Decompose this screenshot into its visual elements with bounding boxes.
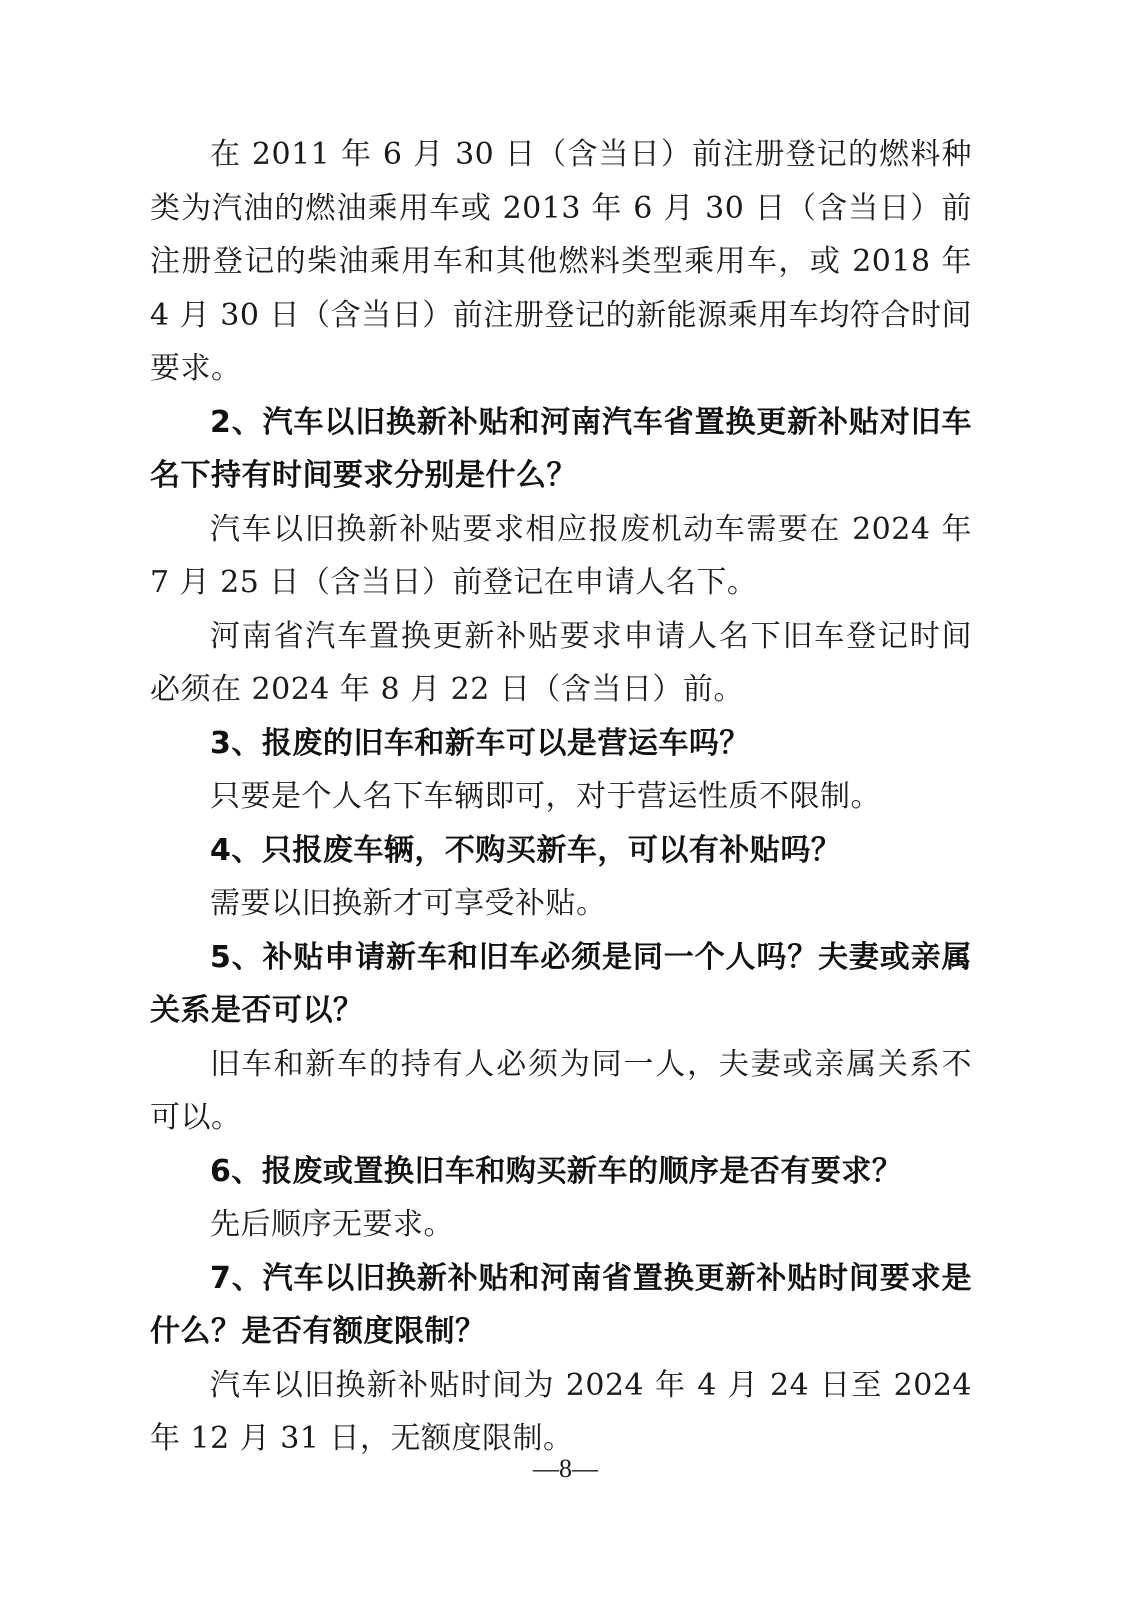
answer-paragraph: 只要是个人名下车辆即可，对于营运性质不限制。 xyxy=(210,779,881,814)
answer-paragraph: 旧车和新车的持有人必须为同一人，夫妻或亲属关系不可以。 xyxy=(150,1046,972,1135)
answer-paragraph: 汽车以旧换新补贴要求相应报废机动车需要在 2024 年 7 月 25 日（含当日）前登记在申请人名下。 xyxy=(150,511,972,600)
page-number: —8— xyxy=(533,1454,598,1483)
question-heading: 2、汽车以旧换新补贴和河南汽车省置换更新补贴对旧车名下持有时间要求分别是什么？ xyxy=(150,404,972,493)
document-body xyxy=(150,128,972,1466)
answer-paragraph: 汽车以旧换新补贴时间为 2024 年 4 月 24 日至 2024 年 12 月 31 日，无额度限制。 xyxy=(150,1367,972,1456)
question-heading: 4、只报废车辆，不购买新车，可以有补贴吗？ xyxy=(210,832,842,868)
answer-paragraph: 在 2011 年 6 月 30 日（含当日）前注册登记的燃料种类为汽油的燃油乘用车或 2013 年 6 月 30 日（含当日）前注册登记的柴油乘用车和其他燃料类型乘用车，或 2018 年 4 月 30 日（含当日）前注册登记的新能源乘用车均符合时间要求。 xyxy=(150,137,972,386)
answer-paragraph: 河南省汽车置换更新补贴要求申请人名下旧车登记时间必须在 2024 年 8 月 22 日（含当日）前。 xyxy=(150,618,972,707)
question-heading: 7、汽车以旧换新补贴和河南省置换更新补贴时间要求是什么？是否有额度限制？ xyxy=(150,1260,972,1349)
answer-paragraph: 先后顺序无要求。 xyxy=(210,1207,454,1242)
question-heading: 3、报废的旧车和新车可以是营运车吗？ xyxy=(210,725,750,761)
question-heading: 6、报废或置换旧车和购买新车的顺序是否有要求？ xyxy=(210,1153,903,1189)
answer-paragraph: 需要以旧换新才可享受补贴。 xyxy=(210,886,607,921)
question-heading: 5、补贴申请新车和旧车必须是同一个人吗？夫妻或亲属关系是否可以？ xyxy=(150,939,972,1028)
